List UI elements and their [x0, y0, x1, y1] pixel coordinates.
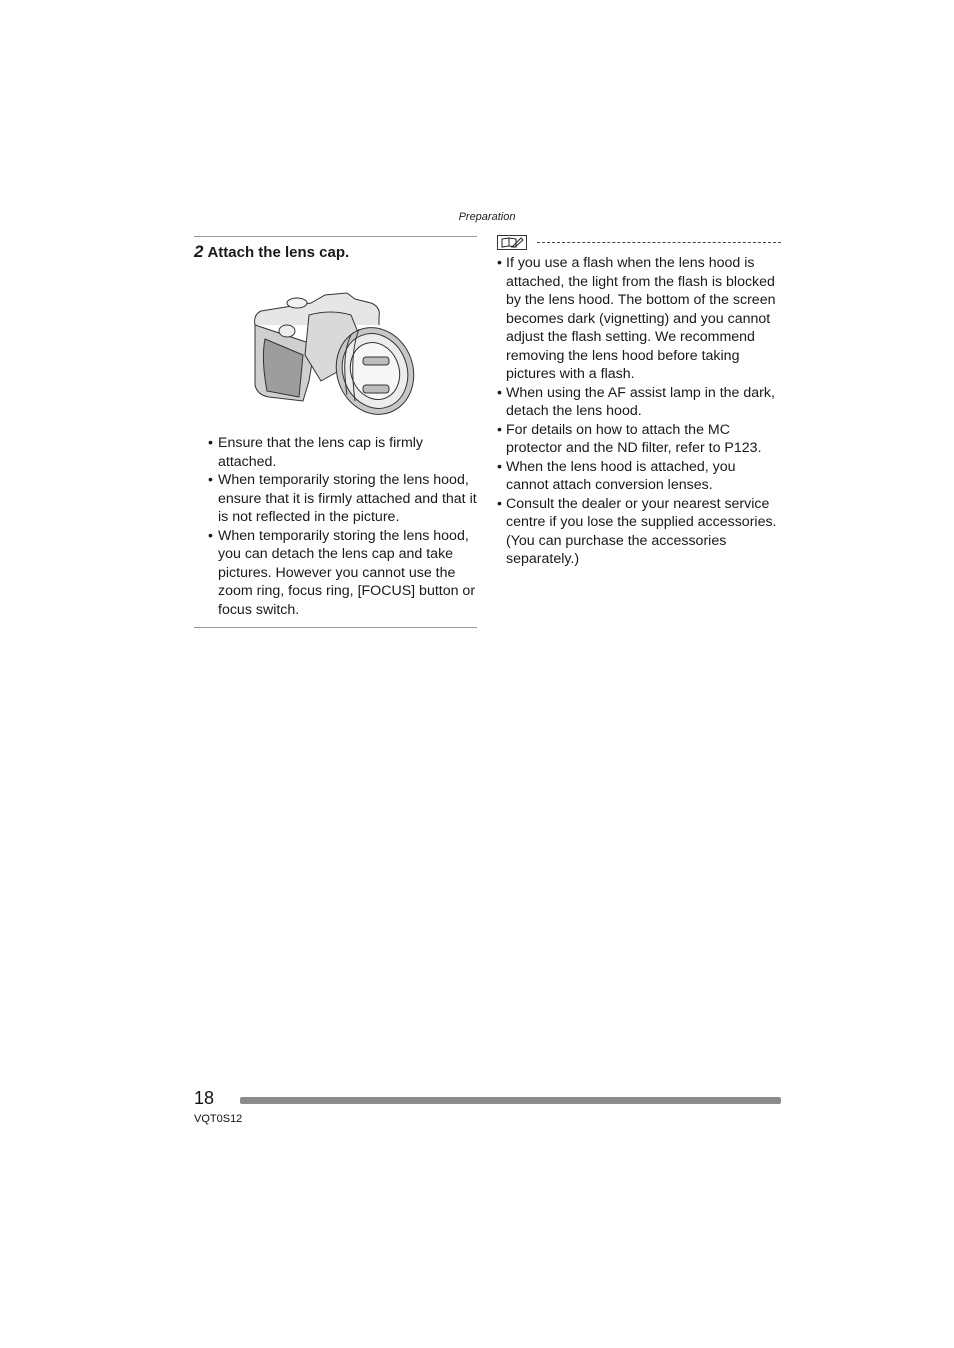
list-item: • When the lens hood is attached, you cannot attach conversion lenses.: [497, 458, 781, 495]
note-header: [497, 234, 781, 251]
notes-list: [497, 254, 781, 569]
note-icon: [497, 235, 527, 250]
model-code: VQT0S12: [194, 1113, 243, 1125]
list-item: • When using the AF assist lamp in the dark, detach the lens hood.: [497, 384, 781, 421]
panel-top-rule: [194, 236, 477, 237]
section-header: Preparation: [458, 211, 516, 223]
dashed-divider: [537, 242, 781, 243]
step-panel: [194, 236, 477, 628]
step-heading: [194, 242, 477, 262]
list-item: • Consult the dealer or your nearest service centre if you lose the supplied accessories. (You can purchase the accessories separately.): [497, 495, 781, 569]
notes-panel: [497, 234, 781, 569]
list-item: • Ensure that the lens cap is firmly attached.: [194, 434, 477, 471]
pencil-book-icon: [500, 237, 524, 248]
footer-bar: [240, 1097, 781, 1104]
list-item: • For details on how to attach the MC protector and the ND filter, refer to P123.: [497, 421, 781, 458]
page-number: 18: [194, 1088, 215, 1108]
step-notes-list: [194, 434, 477, 619]
list-item: • If you use a flash when the lens hood is attached, the light from the flash is blocked by the lens hood. The bottom of the screen becomes dark (vignetting) and you cannot adjust the flash setting. We recommend removing the lens hood before taking pictures with a flash.: [497, 254, 781, 384]
panel-bottom-rule: [194, 627, 477, 628]
step-number: 2: [194, 242, 204, 261]
list-item: • When temporarily storing the lens hood, ensure that it is firmly attached and that it is not reflected in the picture.: [194, 471, 477, 527]
step-title: Attach the lens cap.: [207, 244, 350, 261]
camera-illustration: [251, 285, 419, 419]
list-item: • When temporarily storing the lens hood, you can detach the lens cap and take pictures. However you cannot use the zoom ring, focus ring, [FOCUS] button or focus switch.: [194, 527, 477, 620]
